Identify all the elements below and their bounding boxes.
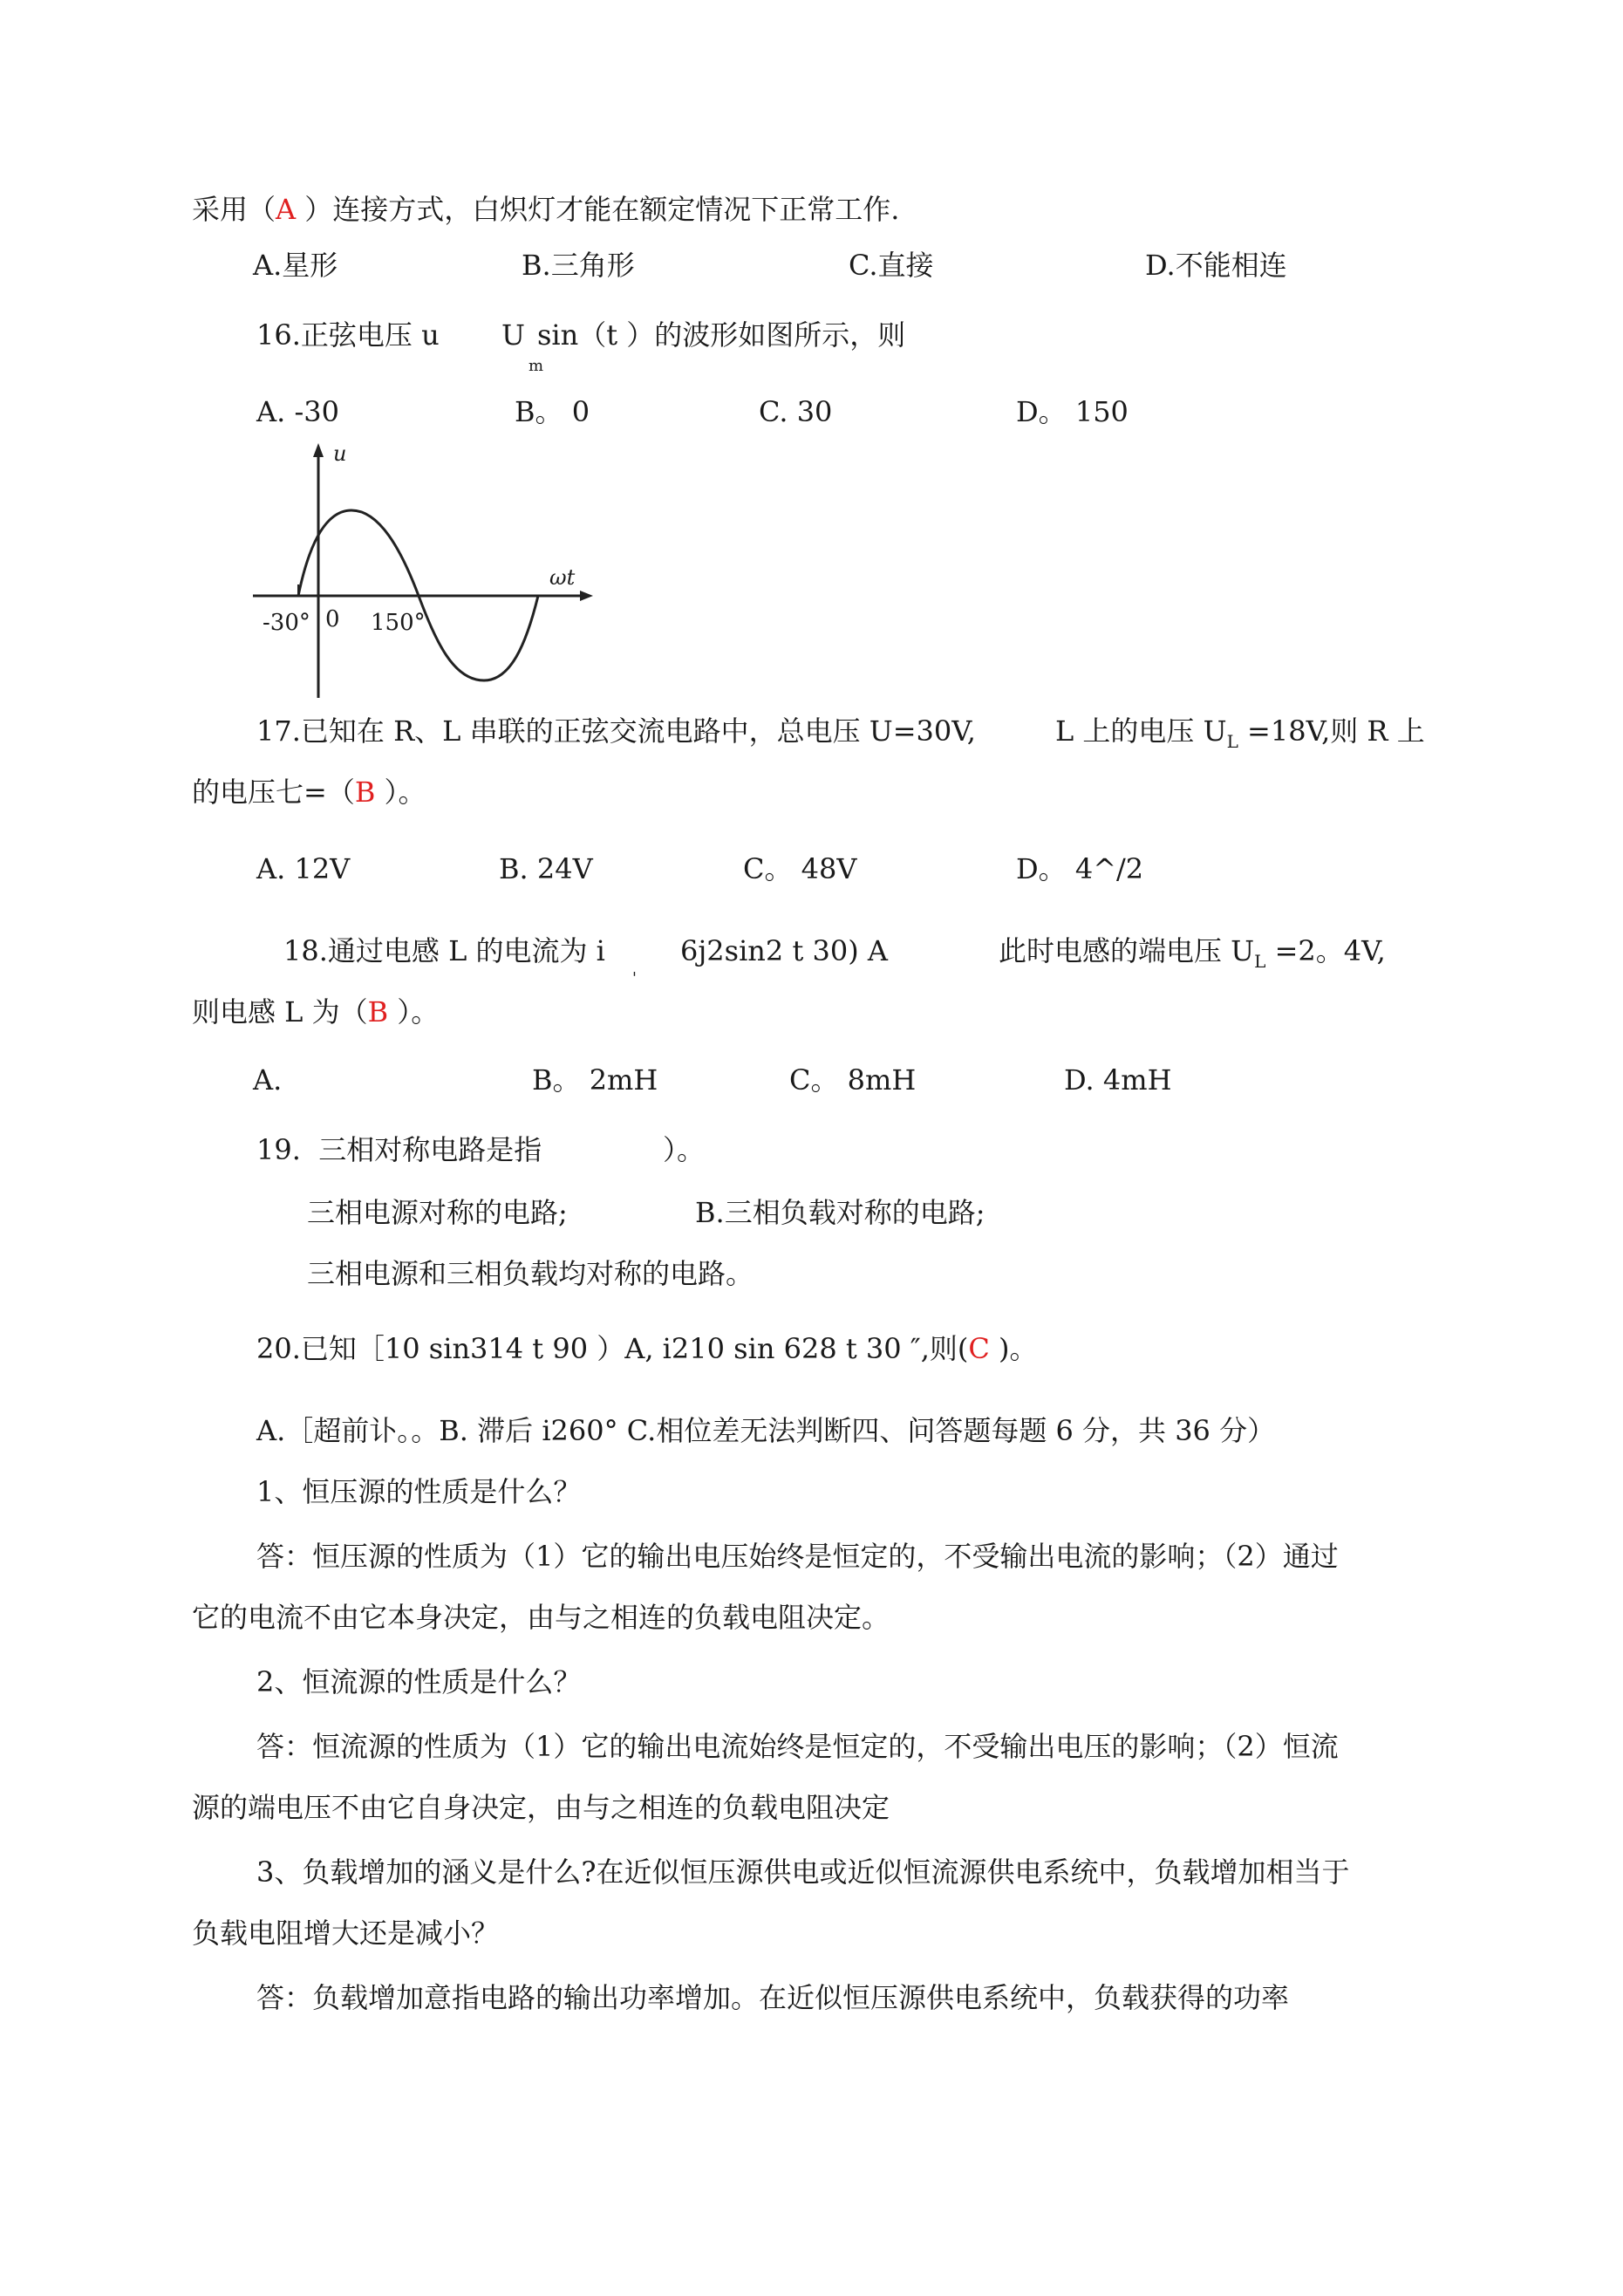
answer-mark: A — [276, 193, 297, 226]
tick-mark: ' — [632, 969, 637, 987]
subscript-m: m — [528, 357, 544, 375]
option-a: A. — [253, 1063, 283, 1097]
option-d: D.不能相连 — [1145, 249, 1287, 282]
option-c: C。 48V — [743, 852, 857, 885]
option-b: B. 24V — [499, 852, 593, 885]
tick-label-zero: 0 — [325, 606, 340, 632]
stem-text: ）连接方式，白炽灯才能在额定情况下正常工作. — [296, 193, 900, 226]
stem-text: 的电压七=（ — [192, 776, 355, 809]
qa-answer-3-line1: 答：负载增加意指电路的输出功率增加。在近似恒压源供电系统中，负载获得的功率 — [256, 1981, 1290, 2014]
stem-text: 则电感 L 为（ — [192, 995, 368, 1028]
question-18-stem-c — [999, 933, 1386, 979]
option-d: D。 4^/2 — [1016, 852, 1144, 885]
stem-text: L 上的电压 U — [1055, 714, 1227, 748]
answer-mark: B — [354, 776, 376, 809]
question-16-stem-c: sin（t ）的波形如图所示，则 — [537, 318, 906, 352]
question-16-stem-b: U — [501, 318, 525, 352]
stem-text: 20.已知［10 sin314 t 90 ）A, i210 sin 628 t 30 ″,则( — [256, 1332, 969, 1365]
question-17-stem-a: 17.已知在 R、L 串联的正弦交流电路中，总电压 U=30V, — [256, 714, 976, 748]
option-a: A. 12V — [256, 852, 351, 885]
qa-question-3-line2: 负载电阻增大还是减小？ — [192, 1917, 500, 1950]
qa-answer-1-line1: 答：恒压源的性质为（1）它的输出电压始终是恒定的，不受输出电流的影响；（2）通过 — [256, 1540, 1339, 1573]
question-19-stem: 19. 三相对称电路是指 — [256, 1133, 542, 1166]
y-axis-arrow — [313, 443, 324, 457]
question-17-line2 — [192, 775, 426, 810]
y-axis-label: u — [333, 441, 347, 466]
question-18-stem-a: 18.通过电感 L 的电流为 i — [283, 934, 605, 967]
question-20-options-line: A.［超前讣。。B. 滞后 i260° C.相位差无法判断四、问答题每题 6 分，共 36 分） — [256, 1414, 1276, 1447]
sine-waveform-figure — [249, 436, 597, 707]
option-b: B。 0 — [515, 395, 590, 428]
stem-text: 此时电感的端电压 U — [999, 934, 1255, 967]
option-c: C。 8mH — [789, 1063, 917, 1097]
stem-text: ）。 — [388, 995, 440, 1028]
question-18-line2 — [192, 994, 439, 1029]
tick-label-150: 150° — [371, 610, 426, 636]
qa-answer-2-line2: 源的端电压不由它自身决定，由与之相连的负载电阻决定 — [192, 1791, 890, 1824]
qa-question-3-line1: 3、负载增加的涵义是什么?在近似恒压源供电或近似恒流源供电系统中，负载增加相当于 — [256, 1855, 1350, 1889]
answer-mark: C — [968, 1332, 990, 1365]
x-axis-label: ωt — [549, 565, 576, 590]
tick-label-neg30: -30° — [263, 610, 310, 636]
question-17-stem-b — [1055, 714, 1425, 759]
qa-question-2: 2、恒流源的性质是什么？ — [256, 1665, 582, 1698]
stem-text: 采用（ — [192, 193, 276, 226]
option-b: B.三角形 — [522, 249, 635, 282]
option-c: C.直接 — [849, 249, 934, 282]
qa-question-1: 1、恒压源的性质是什么？ — [256, 1475, 582, 1508]
option-d: D。 150 — [1016, 395, 1129, 428]
q19-option-2: B.三相负载对称的电路; — [695, 1196, 985, 1229]
option-a: A.星形 — [253, 249, 338, 282]
option-a: A. -30 — [256, 395, 339, 428]
qa-answer-2-line1: 答：恒流源的性质为（1）它的输出电流始终是恒定的，不受输出电压的影响；（2）恒流 — [256, 1730, 1339, 1763]
question-16-stem-a: 16.正弦电压 u — [256, 318, 440, 352]
answer-mark: B — [367, 995, 389, 1028]
x-axis-arrow — [580, 591, 593, 601]
question-19-stem-end: ）。 — [663, 1133, 706, 1166]
q19-option-1: 三相电源对称的电路; — [307, 1196, 568, 1229]
question-15-stem — [192, 192, 899, 227]
option-b: B。 2mH — [532, 1063, 658, 1097]
q19-option-3: 三相电源和三相负载均对称的电路。 — [307, 1257, 754, 1290]
option-c: C. 30 — [759, 395, 833, 428]
option-d: D. 4mH — [1064, 1063, 1172, 1097]
stem-text: =2。4V, — [1265, 934, 1386, 967]
stem-text: )。 — [989, 1332, 1038, 1365]
subscript-l: L — [1254, 951, 1266, 972]
stem-text: =18V,则 R 上 — [1238, 714, 1425, 748]
qa-answer-1-line2: 它的电流不由它本身决定，由与之相连的负载电阻决定。 — [192, 1601, 890, 1634]
subscript-l: L — [1226, 731, 1238, 752]
question-20-stem — [256, 1331, 1038, 1366]
stem-text: ）。 — [375, 776, 426, 809]
question-18-stem-b: 6j2sin2 t 30) A — [680, 934, 888, 967]
